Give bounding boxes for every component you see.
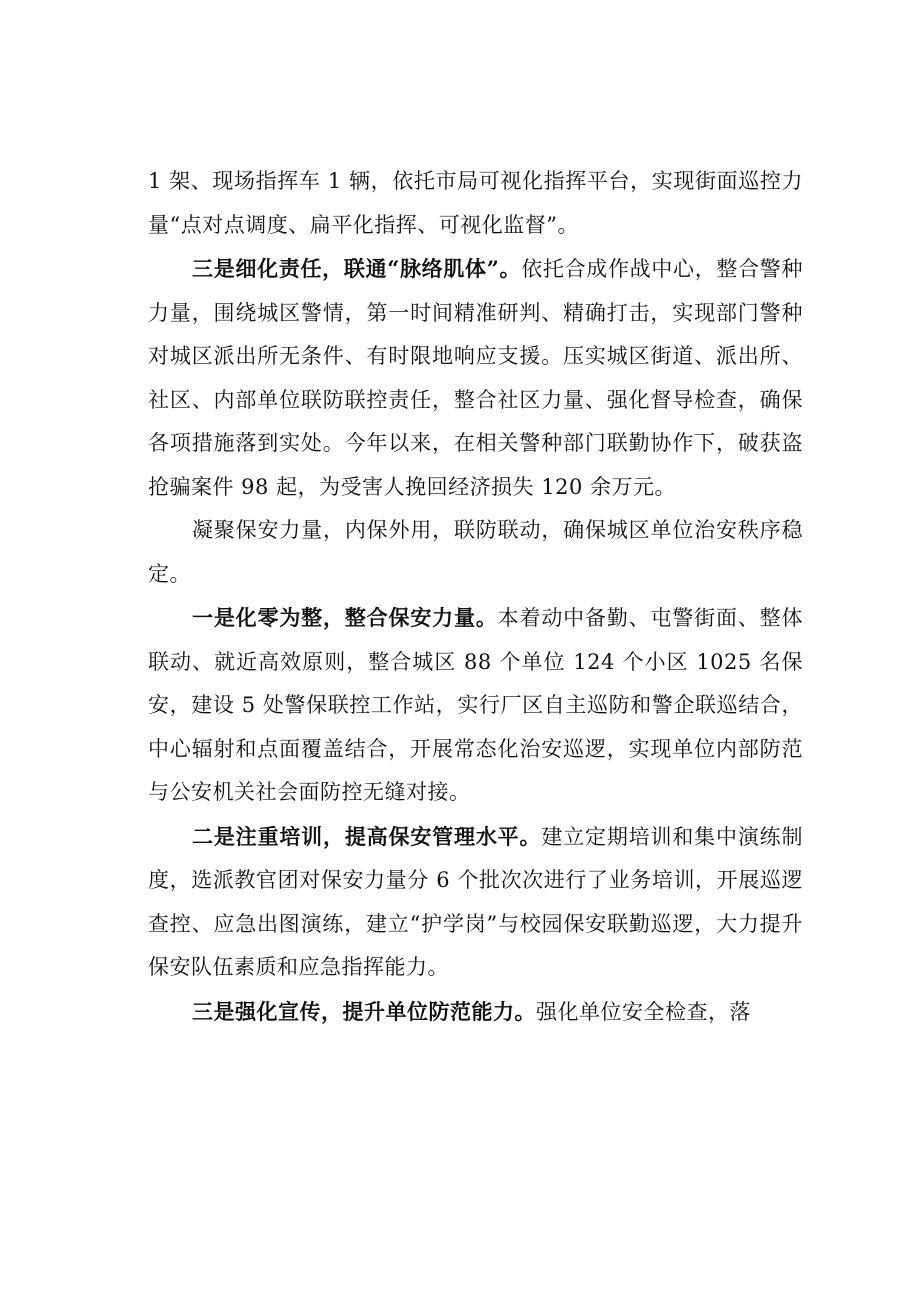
paragraph-lead: 一是化零为整，整合保安力量。 [192, 605, 498, 630]
paragraph-training [148, 815, 803, 990]
paragraph-text: 强化单位安全检查，落 [536, 999, 751, 1024]
paragraph-text: 本着动中备勤、屯警街面、整体联动、就近高效原则，整合城区 88 个单位 124 个小区 1025 名保安，建设 5 处警保联控工作站，实行厂区自主巡防和警企联巡结合，中心辐射和点面覆盖结合，开展常态化治安巡逻，实现单位内部防范与公安机关社会面防控无缝对接。 [148, 606, 804, 804]
paragraph-integrate-security [148, 596, 803, 815]
paragraph-continuation [148, 160, 803, 247]
paragraph-text: 依托合成作战中心，整合警种力量，围绕城区警情，第一时间精准研判、精确打击，实现部门警种对城区派出所无条件、有时限地响应支援。压实城区街道、派出所、社区、内部单位联防联控责任，整合社区力量、强化督导检查，确保各项措施落到实处。今年以来，在相关警种部门联勤协作下，破获盗抢骗案件 98 起，为受害人挽回经济损失 120 余万元。 [148, 257, 803, 499]
paragraph-text: 凝聚保安力量，内保外用，联防联动，确保城区单位治安秩序稳定。 [148, 518, 803, 586]
paragraph-lead: 二是注重培训，提高保安管理水平。 [192, 823, 542, 849]
paragraph-text: 1 架、现场指挥车 1 辆，依托市局可视化指挥平台，实现街面巡控力量“点对点调度、扁平化指挥、可视化监督”。 [148, 169, 803, 237]
paragraph-lead: 三是强化宣传，提升单位防范能力。 [192, 998, 536, 1024]
paragraph-lead: 三是细化责任，联通“脉络肌体”。 [192, 256, 522, 281]
paragraph-intro [148, 509, 803, 596]
paragraph-publicity [148, 990, 803, 1035]
document-page [148, 160, 803, 1034]
paragraph-refine-responsibility [148, 247, 803, 509]
paragraph-text: 建立定期培训和集中演练制度，选派教官团对保安力量分 6 个批次次进行了业务培训，开展巡逻查控、应急出图演练，建立“护学岗”与校园保安联勤巡逻，大力提升保安队伍素质和应急指挥能力。 [148, 824, 804, 979]
